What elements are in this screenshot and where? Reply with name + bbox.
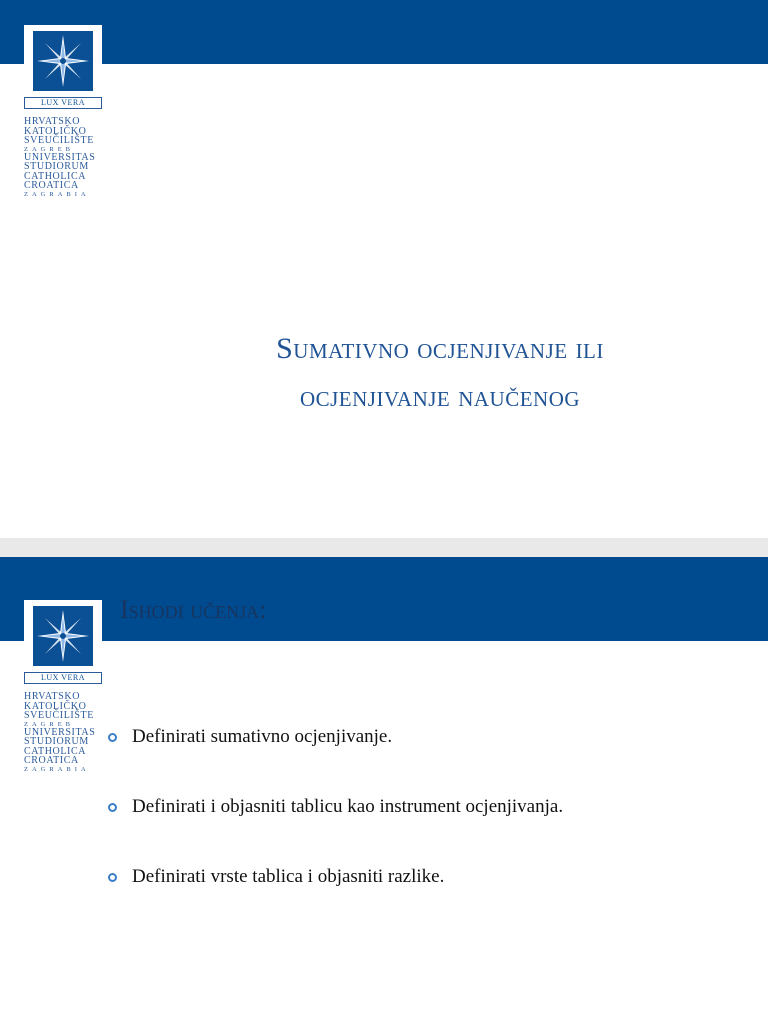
logo-line: HRVATSKO [24, 116, 81, 127]
bullet-text: Definirati sumativno ocjenjivanje. [132, 726, 393, 747]
logo-line: HRVATSKO [24, 691, 81, 702]
university-logo [24, 600, 102, 773]
bullet-circle-icon [108, 873, 117, 882]
logo-box [24, 600, 102, 668]
bullet-text: Definirati i objasniti tablicu kao instrument ocjenjivanja. [132, 796, 564, 817]
star-emblem-icon [33, 31, 93, 91]
logo-line: SVEUČILIŠTE [24, 710, 94, 721]
slide-outcomes [0, 557, 768, 1024]
list-item [108, 795, 748, 819]
university-logo [24, 25, 102, 198]
bullet-list [108, 725, 748, 935]
logo-line: CATHOLICA [24, 170, 87, 182]
logo-line: SVEUČILIŠTE [24, 135, 94, 146]
bullet-circle-icon [108, 733, 117, 742]
list-item [108, 865, 748, 889]
title-line-1: Sumativno ocjenjivanje ili [276, 332, 604, 365]
logo-line: ZAGREB [24, 720, 74, 728]
slide-heading: Ishodi učenja: [120, 595, 267, 624]
logo-line: STUDIORUM [24, 161, 89, 172]
logo-line: KATOLIČKO [24, 125, 87, 137]
logo-line: ZAGRABIA [24, 765, 90, 773]
logo-line: CROATICA [24, 180, 79, 191]
bullet-text: Definirati vrste tablica i objasniti razlike. [132, 866, 445, 887]
logo-line: KATOLIČKO [24, 700, 87, 712]
logo-line: CATHOLICA [24, 745, 87, 757]
logo-line: ZAGREB [24, 145, 74, 153]
logo-line: ZAGRABIA [24, 190, 90, 198]
header-band [0, 557, 768, 641]
motto-label: LUX VERA [24, 672, 102, 684]
list-item [108, 725, 748, 749]
star-emblem-icon [33, 606, 93, 666]
logo-line: CROATICA [24, 755, 79, 766]
header-band [0, 0, 768, 64]
motto-label: LUX VERA [24, 97, 102, 109]
university-name [24, 117, 102, 198]
bullet-circle-icon [108, 803, 117, 812]
logo-line: UNIVERSITAS [24, 151, 96, 163]
logo-box [24, 25, 102, 93]
university-name [24, 692, 102, 773]
slide-title-text [110, 325, 768, 421]
logo-line: STUDIORUM [24, 736, 89, 747]
title-line-2: ocjenjivanje naučenog [299, 380, 581, 413]
logo-line: UNIVERSITAS [24, 726, 96, 738]
